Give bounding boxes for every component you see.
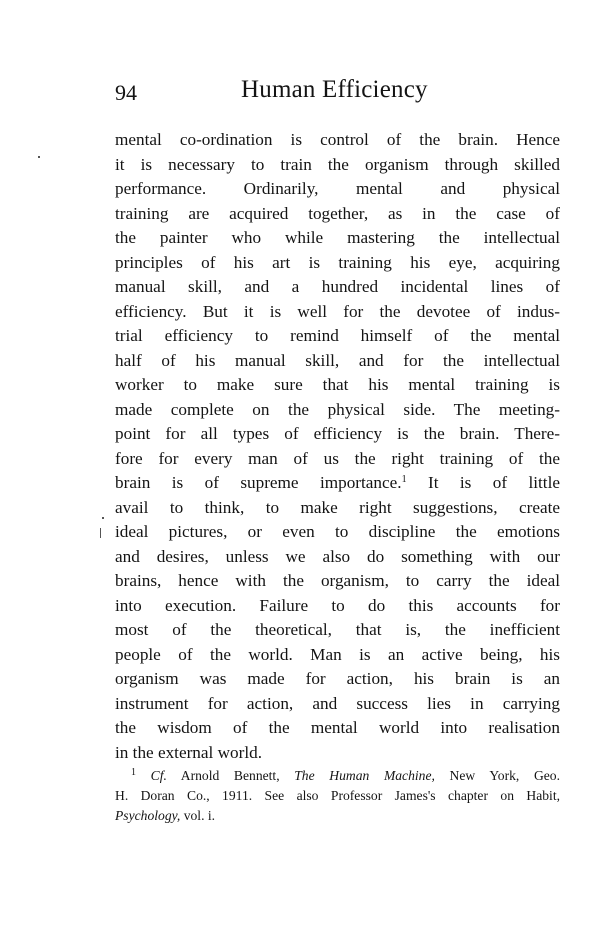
footnote-marker: 1	[131, 767, 136, 778]
running-title: Human Efficiency	[241, 76, 428, 103]
text-line: people of the world. Man is an active being, his	[115, 644, 560, 664]
scan-speck	[100, 528, 101, 538]
text-line: and desires, unless we also do something with our	[115, 546, 560, 566]
text-line: it is necessary to train the organism through skilled	[115, 154, 560, 174]
footnote-text: New York, Geo.	[434, 768, 560, 783]
footnote-line: H. Doran Co., 1911. See also Professor James's chapter on Habit,	[115, 788, 560, 803]
body-text	[115, 128, 560, 765]
footnote-title: The Human Machine,	[294, 768, 435, 783]
text-line: principles of his art is training his eye, acquiring	[115, 252, 560, 272]
text-line: most of the theoretical, that is, the inefficient	[115, 620, 560, 639]
footnote-line	[115, 806, 560, 826]
text-fragment: brain is of supreme importance.	[115, 473, 402, 492]
text-line: organism was made for action, his brain is an	[115, 669, 560, 688]
scan-speck	[102, 517, 104, 519]
text-line: performance. Ordinarily, mental and physical	[115, 179, 560, 198]
text-line: avail to think, to make right suggestions, create	[115, 497, 560, 517]
footnote-text: vol. i.	[180, 808, 216, 823]
text-line: ideal pictures, or even to discipline the emotions	[115, 522, 560, 541]
footnote-reference: 1	[401, 474, 407, 485]
footnote-text: Arnold Bennett,	[166, 768, 295, 783]
page-header	[115, 76, 560, 110]
text-fragment: It is of little	[406, 473, 560, 492]
text-line: into execution. Failure to do this accounts for	[115, 595, 560, 615]
text-line: mental co-ordination is control of the brain. Hence	[115, 130, 560, 149]
text-line: worker to make sure that his mental training is	[115, 375, 560, 394]
text-line: half of his manual skill, and for the intellectual	[115, 350, 560, 370]
page-number: 94	[115, 80, 137, 105]
text-line: brains, hence with the organism, to carry the ideal	[115, 571, 560, 590]
text-line: the painter who while mastering the intellectual	[115, 228, 560, 247]
text-line: in the external world.	[115, 742, 263, 762]
text-line: manual skill, and a hundred incidental lines of	[115, 277, 560, 296]
footnote-line	[115, 766, 560, 786]
footnote-title: Psychology,	[115, 808, 181, 823]
text-line: trial efficiency to remind himself of the mental	[115, 326, 560, 345]
text-line-with-note	[115, 471, 560, 496]
footnote-cf: Cf.	[150, 768, 167, 783]
text-line: the wisdom of the mental world into realisation	[115, 718, 560, 737]
text-line: instrument for action, and success lies in carrying	[115, 693, 560, 713]
text-line: fore for every man of us the right training of the	[115, 448, 560, 468]
text-line: point for all types of efficiency is the brain. There-	[115, 424, 560, 443]
text-line: training are acquired together, as in the case of	[115, 203, 560, 223]
footnote	[115, 766, 560, 826]
text-line: made complete on the physical side. The meeting-	[115, 399, 560, 419]
text-line: efficiency. But it is well for the devotee of indus-	[115, 301, 560, 321]
scan-speck	[38, 156, 40, 158]
